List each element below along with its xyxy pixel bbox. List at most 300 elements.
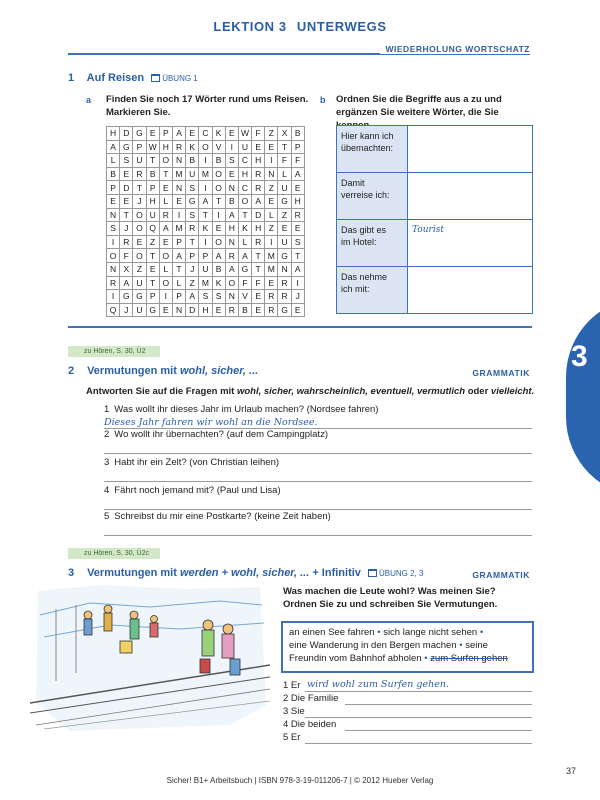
grid-cell[interactable]: A [172,127,185,141]
grid-cell[interactable]: P [172,290,185,304]
grid-cell[interactable]: Z [278,208,291,222]
grid-cell[interactable]: A [225,262,238,276]
grid-cell[interactable]: Z [265,222,278,236]
grid-cell[interactable]: E [120,194,133,208]
section-tag: WIEDERHOLUNG WORTSCHATZ [380,44,531,54]
answer-text[interactable]: Dieses Jahr fahren wir wohl an die Nordsee. [104,417,318,428]
grid-cell[interactable]: G [133,290,146,304]
grid-cell[interactable]: I [199,154,212,168]
grid-cell[interactable]: P [146,290,159,304]
grid-cell[interactable]: L [265,208,278,222]
instruction-line: Ordnen Sie die Begriffe aus a zu und [336,94,502,105]
grid-cell[interactable]: I [107,235,120,249]
grid-cell[interactable]: E [120,167,133,181]
grid-cell[interactable]: A [291,167,304,181]
station-illustration [30,585,270,735]
word-option: Freundin vom Bahnhof abholen [289,653,422,664]
grid-cell[interactable]: E [212,303,225,317]
grid-cell[interactable]: T [252,262,265,276]
grid-cell[interactable]: R [186,222,199,236]
reference-bar: zu Hören, S. 30, Ü2c [68,548,160,559]
grid-cell[interactable]: U [278,235,291,249]
table-row [337,126,533,173]
grid-cell[interactable]: F [238,276,251,290]
grid-cell[interactable]: T [146,249,159,263]
grid-cell[interactable]: R [252,235,265,249]
word-search-grid[interactable] [106,126,305,317]
grid-cell[interactable]: F [120,249,133,263]
grid-cell[interactable]: X [278,127,291,141]
instruction-line: Ordnen Sie zu und schreiben Sie Vermutungen. [283,599,498,610]
grid-cell[interactable]: N [172,154,185,168]
grid-cell[interactable]: E [159,235,172,249]
grid-cell[interactable]: R [120,235,133,249]
grid-cell[interactable]: N [278,262,291,276]
table-row [337,267,533,314]
grid-cell[interactable]: K [186,140,199,154]
grid-cell[interactable]: F [252,127,265,141]
grid-cell[interactable]: R [159,208,172,222]
grid-cell[interactable]: U [199,262,212,276]
grid-cell[interactable]: R [265,290,278,304]
grid-cell[interactable]: H [107,127,120,141]
answer-text[interactable]: wird wohl zum Surfen gehen. [307,679,450,690]
grid-cell[interactable]: Z [265,181,278,195]
grid-cell[interactable]: M [172,167,185,181]
grid-cell[interactable]: I [159,290,172,304]
grid-row [107,181,305,195]
table-answer-cell[interactable]: Tourist [408,220,533,267]
word-box [281,621,534,673]
grid-cell[interactable]: E [146,262,159,276]
part-a-label: a [86,95,92,105]
grid-cell[interactable]: R [107,276,120,290]
bullet-separator: • [377,627,381,638]
grid-cell[interactable]: M [199,167,212,181]
grid-cell[interactable]: T [291,249,304,263]
page-title [0,19,600,34]
grid-cell[interactable]: H [252,222,265,236]
grid-cell[interactable]: R [172,140,185,154]
book-icon [368,569,377,577]
grid-cell[interactable]: K [212,276,225,290]
grid-cell[interactable]: U [133,154,146,168]
grid-cell[interactable]: A [199,194,212,208]
grid-cell[interactable]: N [172,303,185,317]
grid-cell[interactable]: E [225,127,238,141]
question-text [104,457,279,468]
answer-prefix: 1 Er [283,680,301,691]
bullet-separator: • [459,640,463,651]
word-option: eine Wanderung in den Bergen machen [289,640,457,651]
grid-cell[interactable]: T [146,276,159,290]
grammatik-tag: GRAMMATIK [472,368,530,378]
grid-cell[interactable]: O [159,276,172,290]
grid-cell[interactable]: E [291,303,304,317]
grid-cell[interactable]: G [186,194,199,208]
grid-cell[interactable]: S [291,235,304,249]
grid-cell[interactable]: M [199,276,212,290]
word-option: an einen See fahren [289,627,375,638]
grid-cell[interactable]: L [238,235,251,249]
grid-cell[interactable]: L [107,154,120,168]
answer-line [104,453,532,454]
grid-cell[interactable]: H [225,222,238,236]
grid-cell[interactable]: E [265,276,278,290]
grid-cell[interactable]: U [278,181,291,195]
grid-cell[interactable]: V [212,140,225,154]
grid-cell[interactable]: D [120,181,133,195]
grid-cell[interactable]: Q [107,303,120,317]
exercise-number: 1 [68,72,75,84]
grid-cell[interactable]: U [133,276,146,290]
grid-cell[interactable]: B [238,303,251,317]
instruction-italic: wohl, sicher, wahrscheinlich, eventuell, vermutlich [236,386,466,397]
table-label [337,220,408,267]
grid-cell[interactable]: X [120,262,133,276]
grid-cell[interactable]: H [199,303,212,317]
question-label: Habt ihr ein Zelt? (von Christian leihen) [114,457,280,468]
exercise-2-heading [68,365,258,377]
grid-row [107,303,305,317]
grid-cell[interactable]: E [133,235,146,249]
grid-cell[interactable]: G [133,127,146,141]
word-option: seine [465,640,488,651]
grid-cell[interactable]: I [291,276,304,290]
grid-cell[interactable]: F [252,276,265,290]
grid-cell[interactable]: A [186,290,199,304]
grid-cell[interactable]: T [212,194,225,208]
uebung-ref [368,569,423,578]
grid-cell[interactable]: I [199,235,212,249]
grid-cell[interactable]: D [120,127,133,141]
grid-cell[interactable]: R [225,303,238,317]
grid-cell[interactable]: T [238,208,251,222]
grid-cell[interactable]: K [199,222,212,236]
page-number: 37 [566,766,577,776]
grid-cell[interactable]: I [199,181,212,195]
grid-cell[interactable]: E [252,140,265,154]
grid-cell[interactable]: U [186,167,199,181]
exercise-3-heading [68,567,423,579]
section-divider [68,326,532,328]
table-answer-cell[interactable] [408,267,533,314]
grid-cell[interactable]: P [133,140,146,154]
grid-cell[interactable]: B [107,167,120,181]
grid-cell[interactable]: G [120,140,133,154]
grid-cell[interactable]: P [146,181,159,195]
grid-cell[interactable]: J [186,262,199,276]
grid-cell[interactable]: P [186,249,199,263]
grid-cell[interactable]: E [265,140,278,154]
grid-cell[interactable]: C [238,154,251,168]
grid-cell[interactable]: I [107,290,120,304]
word-option: sich lange nicht sehen [383,627,478,638]
grid-cell[interactable]: L [159,262,172,276]
grid-cell[interactable]: S [225,154,238,168]
grid-cell[interactable]: R [225,249,238,263]
question-text [104,404,378,415]
grid-cell[interactable]: M [265,262,278,276]
grid-cell[interactable]: G [238,262,251,276]
grid-cell[interactable]: E [291,181,304,195]
instruction-line: Markieren Sie. [106,107,171,118]
grid-cell[interactable]: O [107,249,120,263]
grid-cell[interactable]: E [186,127,199,141]
grid-cell[interactable]: E [159,303,172,317]
instruction-text: oder [467,386,489,397]
grid-cell[interactable]: B [212,154,225,168]
grid-cell[interactable]: E [159,181,172,195]
grid-cell[interactable]: N [172,181,185,195]
grid-cell[interactable]: A [172,249,185,263]
grid-cell[interactable]: Z [146,235,159,249]
grid-row [107,249,305,263]
grid-cell[interactable]: A [252,194,265,208]
grid-row [107,167,305,181]
grid-cell[interactable]: G [278,249,291,263]
answer-line [305,717,532,718]
answer-line [104,481,532,482]
grid-cell[interactable]: G [278,194,291,208]
exercise-title: Vermutungen mit [87,365,177,377]
grid-cell[interactable]: B [186,154,199,168]
instruction-line: Finden Sie noch 17 Wörter rund ums Reisen. [106,94,309,105]
grid-cell[interactable]: V [238,290,251,304]
grid-cell[interactable]: Z [133,262,146,276]
grid-cell[interactable]: U [146,208,159,222]
table-answer-cell[interactable] [408,126,533,173]
question-label: Was wollt ihr dieses Jahr im Urlaub machen? (Nordsee fahren) [114,404,379,415]
grid-cell[interactable]: H [159,140,172,154]
question-number: 1 [104,404,110,415]
grid-cell[interactable]: T [133,181,146,195]
grid-cell[interactable]: T [186,235,199,249]
grid-cell[interactable]: E [278,222,291,236]
grid-cell[interactable]: M [172,222,185,236]
grid-cell[interactable]: E [265,194,278,208]
grid-cell[interactable]: G [146,303,159,317]
grid-cell[interactable]: P [107,181,120,195]
grid-cell[interactable]: N [225,290,238,304]
grid-cell[interactable]: T [199,208,212,222]
grid-cell[interactable]: N [225,235,238,249]
grid-row [107,235,305,249]
grid-row [107,140,305,154]
instruction-line: ergänzen Sie weitere Wörter, die Sie [336,107,499,118]
grid-cell[interactable]: A [120,276,133,290]
grid-cell[interactable]: O [212,235,225,249]
label-line: verreise ich: [341,190,390,200]
grid-cell[interactable]: N [265,167,278,181]
grid-cell[interactable]: C [238,181,251,195]
grid-cell[interactable]: A [238,249,251,263]
grid-cell[interactable]: R [291,208,304,222]
grid-cell[interactable]: Q [146,222,159,236]
grid-cell[interactable]: L [278,167,291,181]
grid-cell[interactable]: A [107,140,120,154]
grid-cell[interactable]: S [186,181,199,195]
grid-cell[interactable]: O [133,222,146,236]
grid-cell[interactable]: I [212,208,225,222]
uebung-label: ÜBUNG 1 [162,74,198,83]
grid-cell[interactable]: Z [186,276,199,290]
grid-cell[interactable]: I [172,208,185,222]
grid-row [107,262,305,276]
grid-cell[interactable]: O [133,249,146,263]
grid-cell[interactable]: E [291,222,304,236]
grid-cell[interactable]: P [172,235,185,249]
question-number: 5 [104,511,110,522]
grid-cell[interactable]: O [225,276,238,290]
grid-cell[interactable]: B [225,194,238,208]
grid-cell[interactable]: W [146,140,159,154]
word-box-line [289,626,526,639]
grid-cell[interactable]: A [212,249,225,263]
grid-cell[interactable]: E [212,222,225,236]
label-line: ich mit: [341,284,370,294]
grid-cell[interactable]: G [120,290,133,304]
grid-cell[interactable]: O [212,181,225,195]
question-text [104,485,281,496]
grid-cell[interactable]: O [199,140,212,154]
category-table [336,125,533,314]
grid-cell[interactable]: K [238,222,251,236]
grid-cell[interactable]: O [159,249,172,263]
grid-cell[interactable]: C [199,127,212,141]
grid-cell[interactable]: R [278,276,291,290]
grid-cell[interactable]: H [291,194,304,208]
exercise-title-italic: wohl, sicher, ... [179,365,259,377]
grid-cell[interactable]: R [133,167,146,181]
answer-line [305,743,532,744]
table-answer-cell[interactable] [408,173,533,220]
grid-cell[interactable]: S [212,290,225,304]
grid-cell[interactable]: S [120,154,133,168]
exercise-title: Auf Reisen [86,72,145,84]
grid-cell[interactable]: W [238,127,251,141]
grid-cell[interactable]: T [252,249,265,263]
grid-cell[interactable]: J [120,222,133,236]
grid-cell[interactable]: U [238,140,251,154]
grid-cell[interactable]: J [291,290,304,304]
grid-cell[interactable]: L [159,194,172,208]
grid-cell[interactable]: F [291,154,304,168]
question-label: Wo wollt ihr übernachten? (auf dem Campingplatz) [114,429,328,440]
grid-cell[interactable]: A [159,222,172,236]
grid-row [107,290,305,304]
grid-cell[interactable]: P [159,127,172,141]
grid-cell[interactable]: B [212,262,225,276]
grid-cell[interactable]: T [172,262,185,276]
grid-cell[interactable]: Z [265,127,278,141]
grid-cell[interactable]: U [133,303,146,317]
grid-cell[interactable]: O [159,154,172,168]
word-box-line [289,652,526,665]
exercise-number: 3 [68,567,75,579]
grid-cell[interactable]: I [265,154,278,168]
grid-cell[interactable]: E [225,167,238,181]
grid-cell[interactable]: T [278,140,291,154]
exercise-3-instruction [283,585,543,611]
footer-credit: Sicher! B1+ Arbeitsbuch | ISBN 978-3-19-011206-7 | © 2012 Hueber Verlag [166,776,434,785]
uebung-ref [151,74,198,83]
grid-cell[interactable]: J [120,303,133,317]
table-row [337,220,533,267]
grid-cell[interactable]: O [238,194,251,208]
grid-cell[interactable]: A [291,262,304,276]
chapter-number: 3 [571,340,588,373]
grid-cell[interactable]: E [252,303,265,317]
grid-cell[interactable]: E [107,194,120,208]
question-number: 2 [104,429,110,440]
grid-cell[interactable]: B [291,127,304,141]
table-label [337,126,408,173]
grid-cell[interactable]: I [225,140,238,154]
grid-row [107,208,305,222]
grid-cell[interactable]: J [133,194,146,208]
grid-cell[interactable]: H [252,154,265,168]
label-line: Hier kann ich [341,131,394,141]
grid-cell[interactable]: N [107,262,120,276]
grid-cell[interactable]: B [146,167,159,181]
grid-cell[interactable]: F [278,154,291,168]
grid-cell[interactable]: D [252,208,265,222]
label-line: übemachten: [341,143,394,153]
grid-cell[interactable]: M [265,249,278,263]
question-number: 3 [104,457,110,468]
grid-cell[interactable]: N [107,208,120,222]
grid-row [107,127,305,141]
grid-cell[interactable]: P [199,249,212,263]
answer-line [104,535,532,536]
grid-cell[interactable]: I [265,235,278,249]
grid-cell[interactable]: T [146,154,159,168]
grid-cell[interactable]: H [146,194,159,208]
bullet-separator: • [424,653,428,664]
grid-cell[interactable]: L [172,276,185,290]
grid-cell[interactable]: T [159,167,172,181]
grid-cell[interactable]: E [172,194,185,208]
label-line: Das nehme [341,272,388,282]
grid-cell[interactable]: D [186,303,199,317]
question-label: Schreibst du mir eine Postkarte? (keine Zeit haben) [114,511,331,522]
grid-cell[interactable]: T [120,208,133,222]
grid-cell[interactable]: R [265,303,278,317]
grid-cell[interactable]: K [212,127,225,141]
grid-cell[interactable]: N [225,181,238,195]
grid-cell[interactable]: P [291,140,304,154]
exercise-title-end: + Infinitiv [312,567,361,579]
grid-cell[interactable]: G [278,303,291,317]
grid-cell[interactable]: R [252,181,265,195]
grid-cell[interactable]: E [252,290,265,304]
exercise-1-heading [68,72,198,84]
reference-bar: zu Hören, S. 30, Ü2 [68,346,160,357]
grid-cell[interactable]: O [212,167,225,181]
grid-cell[interactable]: S [186,208,199,222]
grid-cell[interactable]: O [133,208,146,222]
grid-cell[interactable]: R [252,167,265,181]
grid-cell[interactable]: A [225,208,238,222]
grid-cell[interactable]: R [278,290,291,304]
grid-cell[interactable]: E [146,127,159,141]
grid-row [107,154,305,168]
grid-cell[interactable]: H [238,167,251,181]
label-line: im Hotel: [341,237,377,247]
grid-cell[interactable]: S [199,290,212,304]
grid-cell[interactable]: S [107,222,120,236]
